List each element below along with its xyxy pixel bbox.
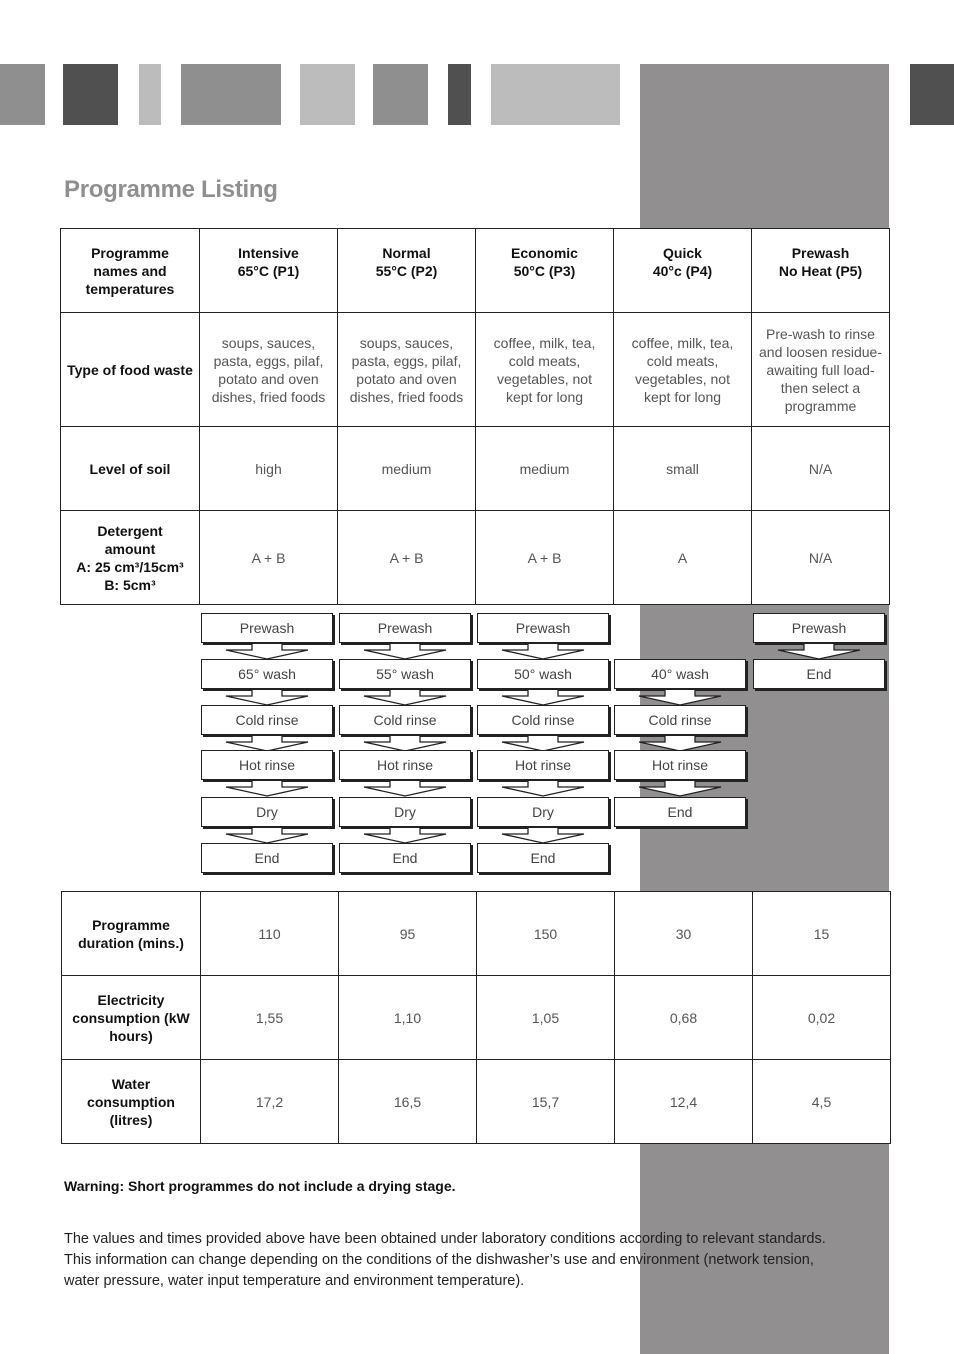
table-cell: high [200,427,338,511]
page-title: Programme Listing [64,176,278,203]
row-label: Water consumption (litres) [62,1060,201,1144]
table-cell: medium [338,427,476,511]
note-text: The values and times provided above have been obtained under laboratory conditions according to relevant standards. This information can change depending on the conditions of the dishwasher’s use and environment (network tension, water pressure, water input temperature and environment temperature). [64,1231,826,1289]
table-cell: N/A [752,427,890,511]
cycle-step: Cold rinse [339,705,471,735]
cycle-step: Dry [339,797,471,827]
column-name: Economic [511,245,578,261]
programme-table-bottom [61,891,891,1144]
down-arrow-icon [224,781,310,797]
cycle-step: Prewash [477,613,609,643]
row-label-line: Detergent [97,522,163,539]
table-cell: N/A [752,511,890,605]
down-arrow-icon [224,644,310,660]
column-header-p1 [200,229,338,313]
programme-table-top [60,228,890,605]
down-arrow-icon [362,690,448,706]
header-bar-2 [63,64,118,125]
table-cell: soups, sauces, pasta, eggs, pilaf, potato and oven dishes, fried foods [200,313,338,427]
cycle-step: Dry [477,797,609,827]
table-cell: 95 [339,892,477,976]
table-cell: 17,2 [201,1060,339,1144]
column-temp: 50°C (P3) [513,263,576,279]
cycle-step: 65° wash [201,659,333,689]
column-name: Intensive [238,245,299,261]
table-cell: 110 [201,892,339,976]
table-cell: 0,68 [615,976,753,1060]
down-arrow-icon [362,644,448,660]
down-arrow-icon [224,690,310,706]
column-header-p5 [752,229,890,313]
table-cell: 1,10 [339,976,477,1060]
table-cell: 30 [615,892,753,976]
column-header-p2 [338,229,476,313]
row-label: Programme duration (mins.) [62,892,201,976]
cycle-step: End [753,659,885,689]
down-arrow-icon [500,828,586,844]
row-label: Type of food waste [61,313,200,427]
column-header-p4 [614,229,752,313]
table-cell: 15 [753,892,891,976]
header-bar-3 [139,64,161,125]
down-arrow-icon [637,781,723,797]
row-label-detergent [61,511,200,605]
cycle-step: Hot rinse [339,750,471,780]
table-cell: A [614,511,752,605]
cycle-step: Dry [201,797,333,827]
column-name: Normal [382,245,431,261]
table-cell: 150 [477,892,615,976]
cycle-step: 55° wash [339,659,471,689]
header-bar-5 [300,64,355,125]
table-row-soil [61,427,890,511]
table-cell: 12,4 [615,1060,753,1144]
down-arrow-icon [362,781,448,797]
cycle-step: End [339,843,471,873]
cycle-step: Cold rinse [614,705,746,735]
down-arrow-icon [637,690,723,706]
cycle-step: Prewash [339,613,471,643]
table-cell: coffee, milk, tea, cold meats, vegetables, not kept for long [476,313,614,427]
column-name: Prewash [791,245,850,261]
cycle-step: Cold rinse [201,705,333,735]
cycle-step: 40° wash [614,659,746,689]
table-row-water [62,1060,891,1144]
table-row-duration [62,892,891,976]
table-cell: 4,5 [753,1060,891,1144]
cycle-step: 50° wash [477,659,609,689]
column-name: Quick [663,245,702,261]
down-arrow-icon [224,828,310,844]
table-cell: 0,02 [753,976,891,1060]
down-arrow-icon [362,828,448,844]
down-arrow-icon [500,644,586,660]
row-label-line: A: 25 cm³/15cm³ [76,558,184,575]
table-cell: A + B [338,511,476,605]
cycle-step: End [614,797,746,827]
table-cell: 1,05 [477,976,615,1060]
table-cell: medium [476,427,614,511]
down-arrow-icon [776,644,862,660]
header-bar-9 [910,64,954,125]
row-label-line: B: 5cm³ [104,576,156,593]
header-bar-6 [373,64,428,125]
cycle-step: Hot rinse [477,750,609,780]
row-label-line: amount [104,540,156,557]
warning-text: Warning: Short programmes do not include a drying stage. [64,1178,456,1194]
down-arrow-icon [500,781,586,797]
table-row-electricity [62,976,891,1060]
column-temp: No Heat (P5) [778,263,863,279]
table-cell: small [614,427,752,511]
cycle-step: Hot rinse [201,750,333,780]
table-cell: A + B [200,511,338,605]
table-row-food-waste [61,313,890,427]
header-row [61,229,890,313]
table-cell: A + B [476,511,614,605]
table-cell: 15,7 [477,1060,615,1144]
row-label: Level of soil [61,427,200,511]
cycle-step: Prewash [753,613,885,643]
cycle-step: Cold rinse [477,705,609,735]
column-header-p3 [476,229,614,313]
table-cell: 1,55 [201,976,339,1060]
table-cell: coffee, milk, tea, cold meats, vegetables, not kept for long [614,313,752,427]
header-bar-1 [0,64,45,125]
cycle-step: Hot rinse [614,750,746,780]
table-cell: 16,5 [339,1060,477,1144]
cycle-step: End [477,843,609,873]
cycle-step: Prewash [201,613,333,643]
row-label: Electricity consumption (kW hours) [62,976,201,1060]
header-bar-7 [448,64,471,125]
table-row-detergent [61,511,890,605]
header-bar-8 [491,64,620,125]
column-temp: 65°C (P1) [237,263,300,279]
down-arrow-icon [500,690,586,706]
table-cell: soups, sauces, pasta, eggs, pilaf, potato and oven dishes, fried foods [338,313,476,427]
column-temp: 55°C (P2) [375,263,438,279]
column-temp: 40°c (P4) [652,263,713,279]
header-bar-4 [181,64,281,125]
table-cell: Pre-wash to rinse and loosen residue-awaiting full load-then select a programme [752,313,890,427]
header-row-label: Programme names and temperatures [61,229,200,313]
cycle-step: End [201,843,333,873]
